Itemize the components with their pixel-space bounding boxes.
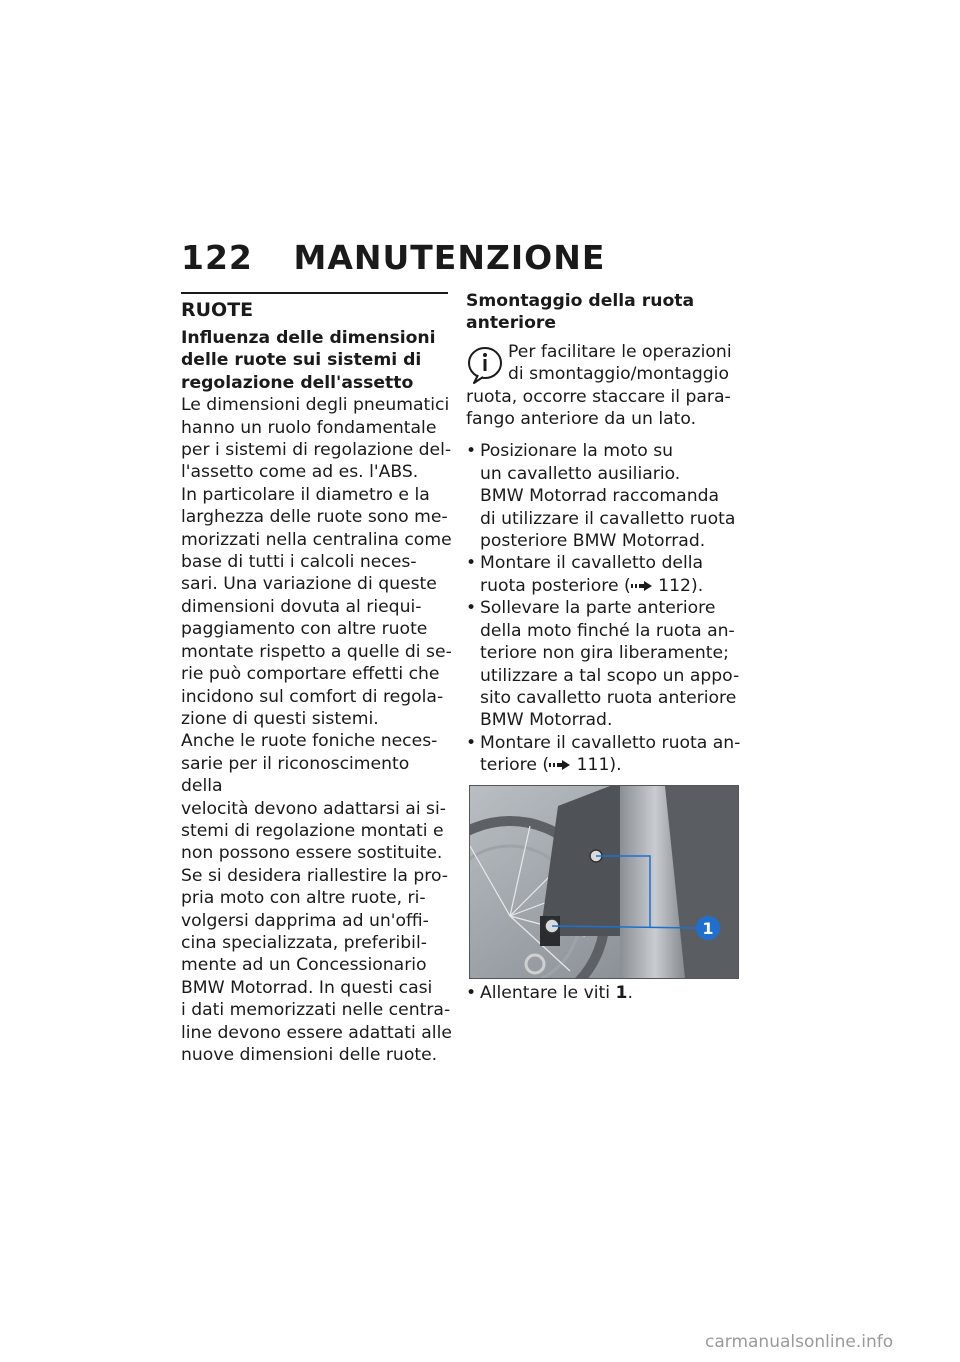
paragraph [181,730,453,864]
procedure-figure [469,785,739,979]
step-ref: 1 [615,983,628,1003]
subsection-title-line: delle ruote sui sistemi di [181,350,422,371]
paragraph [181,484,453,730]
list-item [466,732,741,777]
paragraph-line: base di tutti i calcoli neces- [181,552,417,573]
note-line: fango anteriore da un lato. [466,409,697,430]
page-reference-arrow-icon [631,580,653,592]
left-column [181,297,453,1066]
step-line: della moto finché la ruota an- [480,620,735,641]
note-line: di smontaggio/montaggio [508,364,729,385]
paragraph-line: paggiamento con altre ruote [181,619,428,640]
wheel-fork-illustration [470,786,738,978]
step-line: un cavalletto ausiliario. [480,463,681,484]
list-item [466,552,741,597]
paragraph-line: rie può comportare effetti che [181,664,440,685]
list-item [466,597,741,731]
paragraph-line: hanno un ruolo fondamentale [181,417,437,438]
step-ref-line [480,575,741,597]
paragraph-line: sarie per il riconoscimento della [181,753,410,797]
step-text: Allentare le viti [480,983,616,1003]
note-line: ruota, occorre staccare il para- [466,386,731,407]
procedure-title-line: Smontaggio della ruota [466,291,695,311]
step-line: • Sollevare la parte anteriore [480,598,716,619]
final-step [466,982,741,1004]
subsection-title-line: Influenza delle dimensioni [181,328,436,348]
paragraph-line: line devono essere adattati alle [181,1022,452,1043]
step-text: ). [690,575,704,596]
paragraph-line: cina specializzata, preferibil- [181,932,427,953]
paragraph-line: zione di questi sistemi. [181,708,379,729]
step-text: ruota posteriore ( [480,575,631,596]
paragraph [181,394,453,484]
paragraph-line: sari. Una variazione di queste [181,574,437,595]
page-reference[interactable]: 111 [576,755,610,776]
paragraph-line: larghezza delle ruote sono me- [181,507,448,528]
paragraph-line: pria moto con altre ruote, ri- [181,888,426,909]
paragraph-line: velocità devono adattarsi ai si- [181,798,446,819]
step-text: ). [609,755,622,776]
paragraph-line: montate rispetto a quelle di se- [181,641,452,662]
paragraph-line: mente ad un Concessionario [181,955,427,976]
section-divider [181,292,448,294]
paragraph-line: nuove dimensioni delle ruote. [181,1045,438,1065]
paragraph-line: volgersi dapprima ad un'offi- [181,910,429,931]
step-line: di utilizzare il cavalletto ruota [480,508,736,529]
paragraph-line: non possono essere sostituite. [181,843,443,864]
step-line: utilizzare a tal scopo un appo- [480,665,740,686]
page-reference-arrow-icon [549,759,571,771]
paragraph-line: morizzati nella centralina come [181,529,452,550]
subsection-title-line: regolazione dell'assetto [181,372,414,393]
step-line: posteriore BMW Motorrad. [480,531,706,552]
subsection-title [181,327,453,394]
procedure-title-line: anteriore [466,313,557,334]
page-reference[interactable]: 112 [658,575,691,596]
step-line: • Montare il cavalletto ruota an- [480,732,741,753]
right-column [466,290,741,777]
step-text: teriore ( [480,755,550,776]
step-line: teriore non gira liberamente; [480,643,729,664]
step-line: BMW Motorrad raccomanda [480,486,720,507]
callout-number: 1 [702,919,714,938]
paragraph-line: Le dimensioni degli pneumatici [181,395,450,416]
page-number: 122 [181,238,253,277]
paragraph-line: stemi di regolazione montati e [181,820,444,841]
info-icon [466,345,504,385]
paragraph-line: Se si desidera riallestire la pro- [181,865,449,886]
chapter-title: MANUTENZIONE [293,238,606,277]
list-item [466,440,741,552]
watermark: carmanualsonline.info [705,1332,894,1352]
paragraph-line: incidono sul comfort di regola- [181,686,444,707]
page-header [181,238,605,277]
info-note [466,341,741,431]
paragraph-line: l'assetto come ad es. l'ABS. [181,462,419,483]
paragraph-line: per i sistemi di regolazione del- [181,440,452,461]
paragraph-line: BMW Motorrad. In questi casi [181,977,433,998]
step-ref-line [480,754,741,776]
note-line: Per facilitare le operazioni [508,341,732,362]
step-line: BMW Motorrad. [480,710,613,731]
left-paragraphs [181,394,453,1066]
paragraph [181,865,453,1067]
procedure-title [466,290,741,335]
step-punct: . [627,983,633,1003]
paragraph-line: dimensioni dovuta al riequi- [181,596,422,617]
step-line: • Montare il cavalletto della [480,553,704,574]
paragraph-line: i dati memorizzati nelle centra- [181,1000,451,1021]
step-line: • Posizionare la moto su [480,441,674,462]
step-line: sito cavalletto ruota anteriore [480,687,737,708]
section-title: RUOTE [181,299,254,321]
list-item [466,982,741,1004]
procedure-steps [466,440,741,776]
paragraph-line: In particolare il diametro e la [181,484,430,505]
paragraph-line: Anche le ruote foniche neces- [181,731,438,752]
